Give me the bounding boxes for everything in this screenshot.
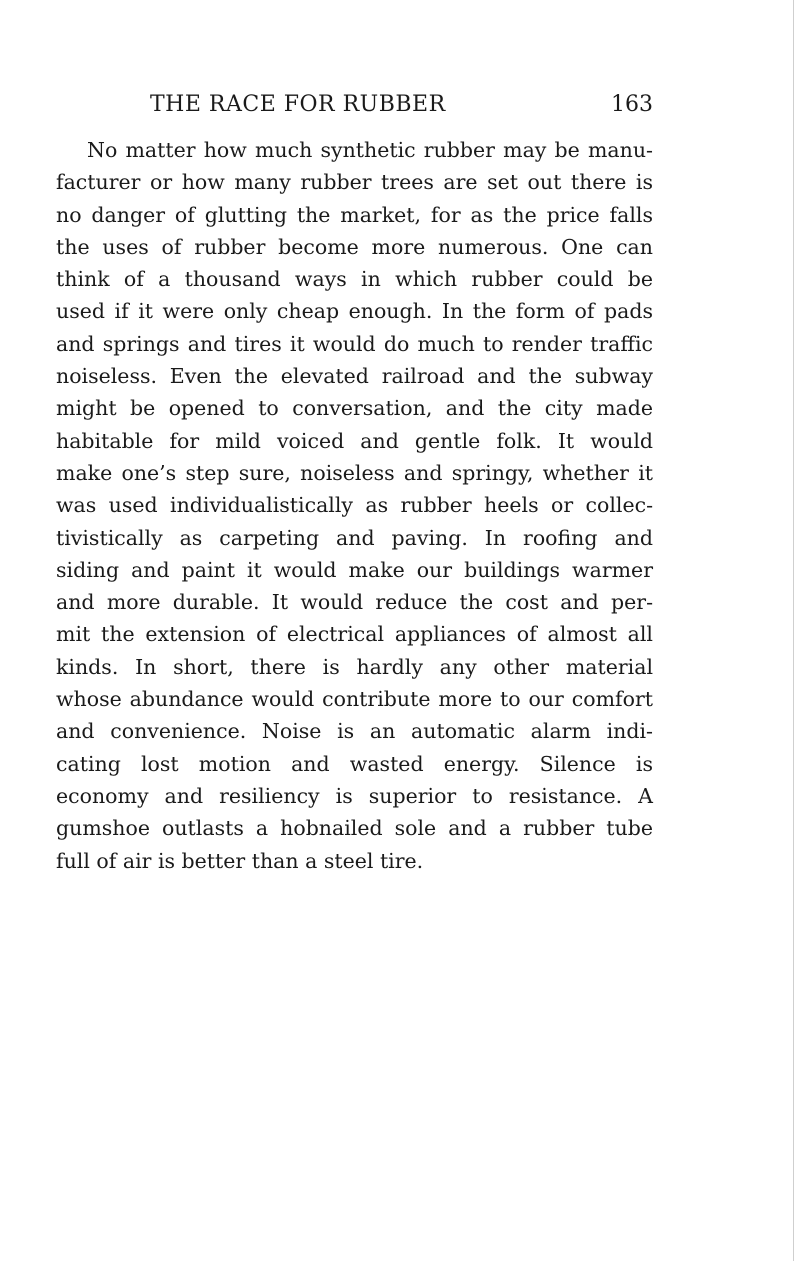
text-line: economy and resiliency is superior to resistance. A <box>56 783 653 808</box>
page-number: 163 <box>611 92 653 117</box>
text-line: cating lost motion and wasted energy. Silence is <box>56 751 653 776</box>
text-line: noiseless. Even the elevated railroad and the subway <box>56 364 653 389</box>
page-edge-line <box>793 0 794 1261</box>
running-title: THE RACE FOR RUBBER <box>150 92 446 117</box>
text-line: whose abundance would contribute more to our comfort <box>56 687 653 712</box>
text-line: was used individualistically as rubber heels or collec- <box>56 493 653 518</box>
text-line: tivistically as carpeting and paving. In roofing and <box>56 525 653 550</box>
text-line: kinds. In short, there is hardly any other material <box>56 654 653 679</box>
page-header <box>140 90 653 120</box>
text-line: habitable for mild voiced and gentle folk. It would <box>56 428 653 453</box>
text-line: the uses of rubber become more numerous. One can <box>56 234 653 259</box>
text-line: No matter how much synthetic rubber may be manu- <box>87 138 653 162</box>
text-line: and springs and tires it would do much to render traffic <box>56 331 653 356</box>
text-line: used if it were only cheap enough. In the form of pads <box>56 299 653 324</box>
text-line: make one’s step sure, noiseless and springy, whether it <box>56 460 653 485</box>
text-line: facturer or how many rubber trees are set out there is <box>56 170 653 195</box>
text-line: mit the extension of electrical appliances of almost all <box>56 622 653 647</box>
text-line: might be opened to conversation, and the city made <box>56 396 653 421</box>
text-line-last: full of air is better than a steel tire. <box>56 848 424 873</box>
text-line: siding and paint it would make our buildings warmer <box>56 557 653 582</box>
text-line: no danger of glutting the market, for as the price falls <box>56 202 653 227</box>
text-line: gumshoe outlasts a hobnailed sole and a rubber tube <box>56 816 653 841</box>
text-line: and more durable. It would reduce the cost and per- <box>56 590 653 615</box>
text-line: think of a thousand ways in which rubber could be <box>56 267 653 292</box>
body-paragraph <box>56 134 653 877</box>
text-line: and convenience. Noise is an automatic alarm indi- <box>56 719 653 744</box>
